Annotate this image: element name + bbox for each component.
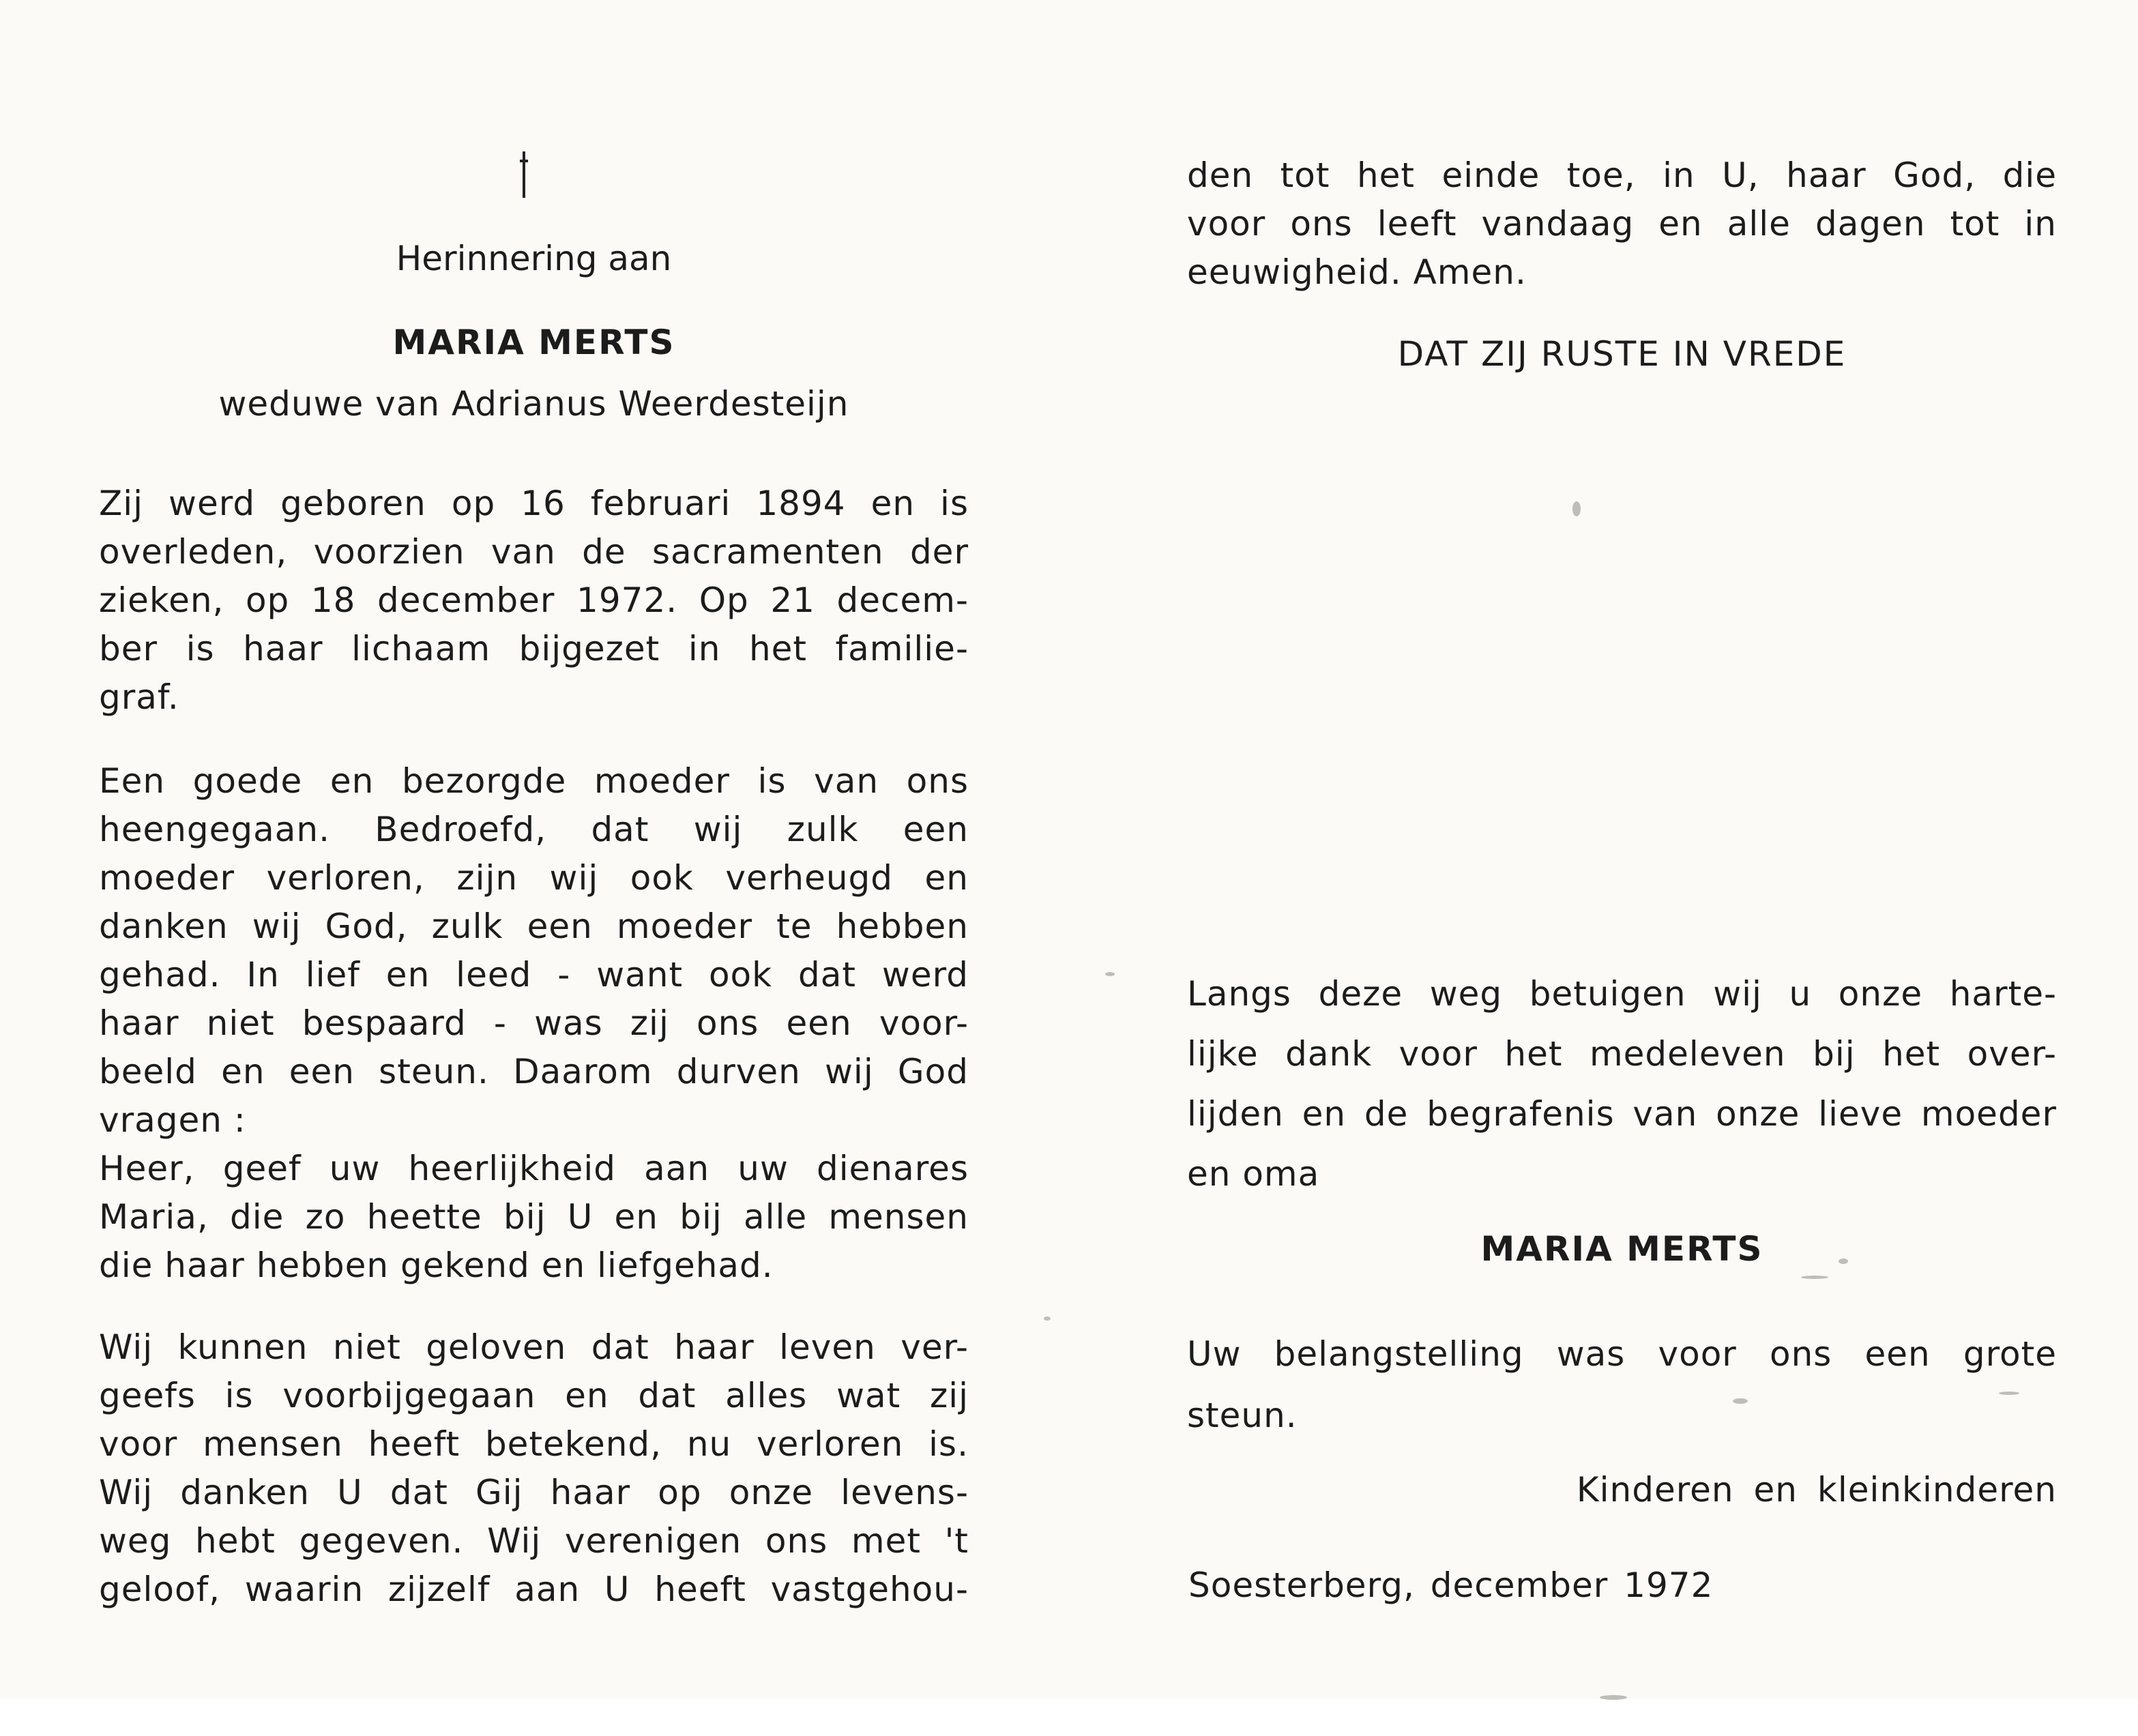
intro-heading [99,239,969,278]
place-date [1188,1565,2058,1605]
deceased-name-text: MARIA MERTS [392,323,675,362]
text-line: Zij werd geboren op 16 februari 1894 en is [99,484,969,523]
text-line: lijke dank voor het medeleven bij het over- [1187,1034,2057,1074]
print-speck [1999,1392,2019,1395]
text-line: gehad. In lief en leed - want ook dat werd [99,955,969,995]
text-line: en oma [1187,1154,1320,1194]
text-line: Langs deze weg betuigen wij u onze harte- [1187,974,2057,1014]
text-line: beeld en een steun. Daarom durven wij God [99,1052,969,1091]
signature-text: Kinderen en kleinkinderen [1576,1470,2057,1510]
text-line: voor ons leeft vandaag en alle dagen tot in [1187,204,2057,244]
interest-paragraph [1187,1323,2057,1446]
text-line: geefs is voorbijgegaan en dat alles wat zij [99,1376,969,1415]
text-line: voor mensen heeft betekend, nu verloren is. [99,1424,969,1464]
birth-death-paragraph [99,480,969,722]
text-line: weg hebt gegeven. Wij verenigen ons met 't [99,1521,969,1561]
print-speck [1105,972,1115,976]
text-line: haar niet bespaard - was zij ons een voor- [99,1003,969,1043]
text-line: ber is haar lichaam bijgezet in het familie- [99,629,969,668]
cross-icon [520,151,528,198]
text-line: Wij danken U dat Gij haar op onze levens- [99,1473,969,1512]
text-line: Uw belangstelling was voor ons een grote [1187,1334,2057,1374]
text-line: Een goede en bezorgde moeder is van ons [99,761,969,801]
intro-text: Herinnering aan [396,239,672,278]
text-line: heengegaan. Bedroefd, dat wij zulk een [99,810,969,849]
print-speck [1600,1695,1627,1700]
text-line: zieken, op 18 december 1972. Op 21 decem- [99,580,969,620]
tribute-paragraph [99,757,969,1290]
text-line: Heer, geef uw heerlijkheid aan uw dienares [99,1149,969,1188]
text-line: die haar hebben gekend en liefgehad. [99,1246,774,1285]
text-line: lijden en de begrafenis van onze lieve moeder [1187,1094,2057,1134]
text-line: Maria, die zo heette bij U en bij alle mensen [99,1197,969,1237]
text-line: moeder verloren, zijn wij ook verheugd en [99,858,969,898]
print-speck [1572,501,1581,516]
prayer-continuation [1187,151,2057,297]
text-line: overleden, voorzien van de sacramenten der [99,532,969,572]
rest-in-peace-text: DAT ZIJ RUSTE IN VREDE [1397,334,1847,374]
deceased-name-repeat-text: MARIA MERTS [1480,1229,1763,1269]
prayer-paragraph [99,1323,969,1614]
text-line: eeuwigheid. Amen. [1187,252,1527,292]
signature [1187,1470,2057,1510]
deceased-name-repeat [1187,1229,2057,1269]
print-speck [1839,1259,1848,1264]
widow-line-text: weduwe van Adrianus Weerdesteijn [218,384,849,424]
text-line: danken wij God, zulk een moeder te hebben [99,907,969,946]
text-line: geloof, waarin zijzelf aan U heeft vastgehou- [99,1570,969,1609]
place-date-text: Soesterberg, december 1972 [1188,1565,1714,1605]
rest-in-peace [1187,334,2057,374]
deceased-name [99,323,969,362]
text-line: vragen : [99,1100,246,1140]
text-line: steun. [1187,1396,1298,1435]
text-line: Wij kunnen niet geloven dat haar leven ver- [99,1327,969,1367]
text-line: graf. [99,677,179,717]
widow-line [99,384,969,424]
thanks-paragraph [1187,964,2057,1204]
text-line: den tot het einde toe, in U, haar God, die [1187,156,2057,195]
print-speck [1801,1276,1828,1279]
print-speck [1733,1398,1748,1404]
print-speck [1044,1316,1051,1321]
